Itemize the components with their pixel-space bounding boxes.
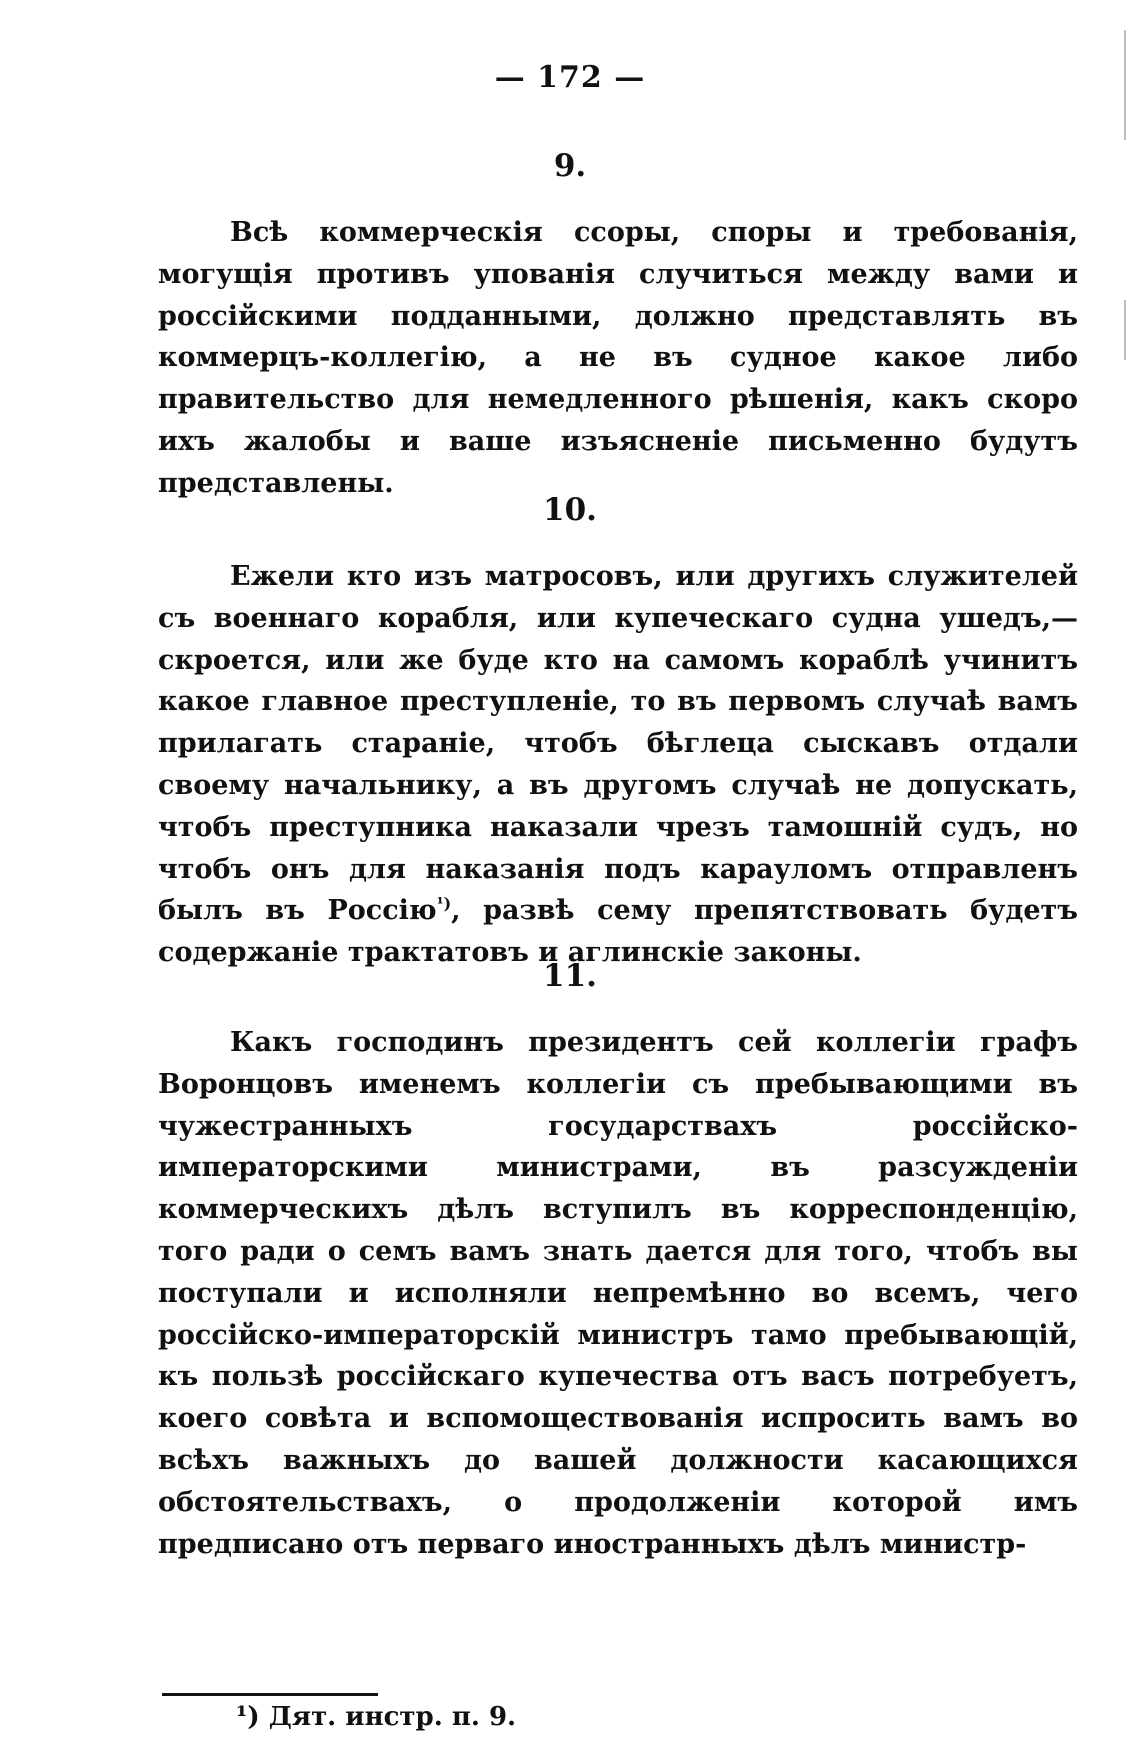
scan-edge-mark: [1124, 300, 1126, 360]
section-number-10: 10.: [543, 492, 597, 528]
section-number-11: 11.: [543, 958, 597, 994]
section-10-text-before-ref: Ежели кто изъ матросовъ, или другихъ служителей съ военнаго корабля, или купеческаго судна ушедъ,—скроется, или же буде кто на самомъ кораблѣ учинитъ какое главное преступленіе, то въ первомъ случаѣ вамъ прилагать стараніе, чтобъ бѣглеца сыскавъ отдали своему начальнику, а въ другомъ случаѣ не допускать, чтобъ преступника наказали чрезъ тамошній судъ, но чтобъ онъ для наказанія подъ карауломъ отправленъ былъ въ Россію: [158, 561, 1078, 927]
section-11-paragraph: Какъ господинъ президентъ сей коллегіи графъ Воронцовъ именемъ коллегіи съ пребывающими въ чужестранныхъ государствахъ россійско-императорскими министрами, въ разсужденіи коммерческихъ дѣлъ вступилъ въ корреспонденцію, того ради о семъ вамъ знать дается для того, чтобъ вы поступали и исполняли непремѣнно во всемъ, чего россійско-императорскій министръ тамо пребывающій, къ пользѣ россійскаго купечества отъ васъ потребуетъ, коего совѣта и вспомоществованія испросить вамъ во всѣхъ важныхъ до вашей должности касающихся обстоятельствахъ, о продолженіи которой имъ предписано отъ перваго иностранныхъ дѣлъ министр-: [158, 1027, 1078, 1560]
section-10-text-after-ref: , развѣ сему препятствовать будетъ содержаніе трактатовъ и аглинскіе законы.: [158, 895, 1078, 969]
section-number-9: 9.: [553, 148, 587, 184]
footnote-separator: [162, 1693, 378, 1696]
footnote-reference: ¹): [436, 894, 452, 914]
footnote: ¹) Дят. инстр. п. 9.: [236, 1702, 517, 1732]
section-9-paragraph: Всѣ коммерческія ссоры, споры и требованія, могущія противъ упованія случиться между вами и россійскими подданными, должно представлять въ коммерцъ-коллегію, а не въ судное какое либо правительство для немедленного рѣшенія, какъ скоро ихъ жалобы и ваше изъясненіе письменно будутъ представлены.: [158, 217, 1078, 499]
section-10-paragraph: [158, 556, 1078, 974]
page-number: — 172 —: [494, 60, 646, 95]
